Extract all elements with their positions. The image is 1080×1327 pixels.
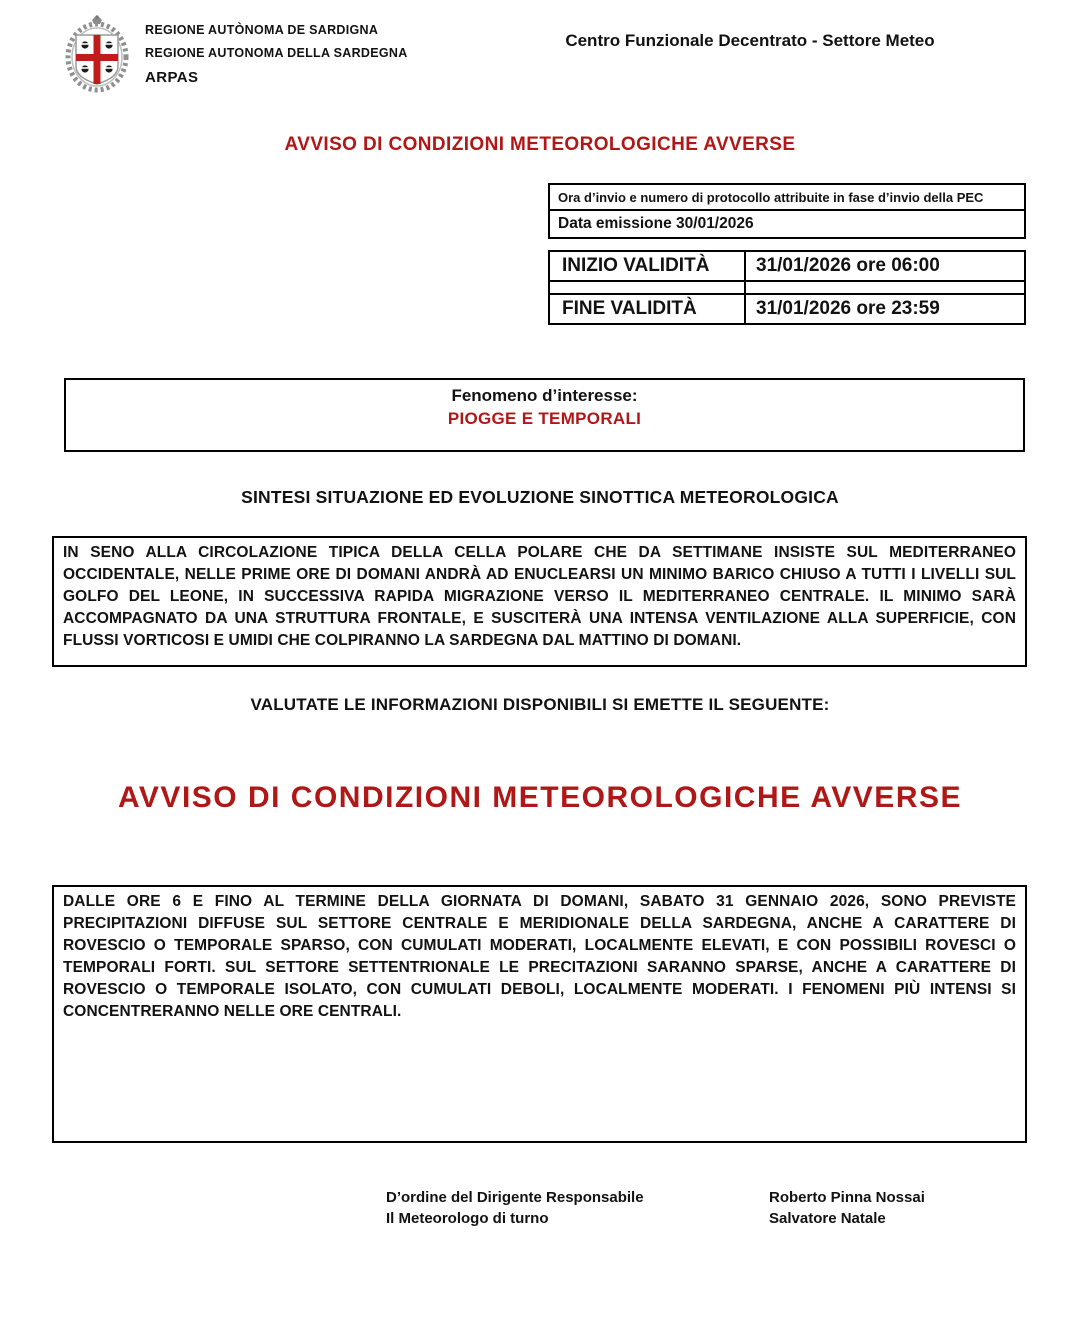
document-title-small: AVVISO DI CONDIZIONI METEOROLOGICHE AVVERSE	[284, 134, 796, 155]
validity-start-label: INIZIO VALIDITÀ	[549, 251, 745, 281]
signature-names-block	[769, 1187, 925, 1229]
validity-spacer-row	[549, 281, 1025, 294]
synthesis-heading: SINTESI SITUAZIONE ED EVOLUZIONE SINOTTICA METEOROLOGICA	[241, 487, 839, 507]
advisory-body-box: DALLE ORE 6 E FINO AL TERMINE DELLA GIORNATA DI DOMANI, SABATO 31 GENNAIO 2026, SONO PREVISTE PRECIPITAZIONI DIFFUSE SUL SETTORE CENTRALE E MERIDIONALE DELLA SARDEGNA, ANCHE A CARATTERE DI ROVESCIO O TEMPORALE SPARSO, CON CUMULATI MODERATI, LOCALMENTE ELEVATI, E CON POSSIBILI ROVESCI O TEMPORALI FORTI. SUL SETTORE SETTENTRIONALE LE PRECITAZIONI SARANNO SPARSE, ANCHE A CARATTERE DI ROVESCIO O TEMPORALE ISOLATO, CON CUMULATI DEBOLI, LOCALMENTE MODERATI. I FENOMENI PIÙ INTENSI SI CONCENTRERANNO NELLE ORE CENTRALI.	[52, 885, 1027, 1143]
sardinia-crest-icon	[64, 14, 130, 96]
phenomenon-box	[64, 378, 1025, 452]
validity-end-value: 31/01/2026 ore 23:59	[745, 294, 1025, 324]
org-header	[145, 23, 408, 86]
statement-intro: VALUTATE LE INFORMAZIONI DISPONIBILI SI EMETTE IL SEGUENTE:	[250, 695, 830, 714]
signature-role-block	[386, 1187, 644, 1229]
validity-table	[548, 250, 1026, 325]
phenomenon-label: Fenomeno d’interesse:	[451, 386, 638, 405]
org-name-sardinian: REGIONE AUTÒNOMA DE SARDIGNA	[145, 23, 379, 37]
synthesis-body-box: IN SENO ALLA CIRCOLAZIONE TIPICA DELLA CELLA POLARE CHE DA SETTIMANE INSISTE SUL MEDITERRANEO OCCIDENTALE, NELLE PRIME ORE DI DOMANI ANDRÀ AD ENUCLEARSI UN MINIMO BARICO CHIUSO A TUTTI I LIVELLI SUL GOLFO DEL LEONE, IN SUCCESSIVA RAPIDA MIGRAZIONE VERSO IL MEDITERRANEO CENTRALE. IL MINIMO SARÀ ACCOMPAGNATO DA UNA STRUTTURA FRONTALE, E SUSCITERÀ UNA INTENSA VENTILAZIONE ALLA SUPERFICIE, CON FLUSSI VORTICOSI E UMIDI CHE COLPIRANNO LA SARDEGNA DAL MATTINO DI DOMANI.	[52, 536, 1027, 667]
validity-end-row	[549, 294, 1025, 324]
department-title: Centro Funzionale Decentrato - Settore Meteo	[565, 31, 935, 50]
emission-date: Data emissione 30/01/2026	[558, 215, 754, 232]
signature-name-1: Roberto Pinna Nossai	[769, 1189, 925, 1206]
validity-end-label: FINE VALIDITÀ	[549, 294, 745, 324]
document-title-large: AVVISO DI CONDIZIONI METEOROLOGICHE AVVERSE	[117, 781, 963, 814]
signature-name-2: Salvatore Natale	[769, 1210, 886, 1227]
org-acronym: ARPAS	[145, 69, 199, 86]
validity-start-value: 31/01/2026 ore 06:00	[745, 251, 1025, 281]
pec-note: Ora d’invio e numero di protocollo attribuite in fase d’invio della PEC	[550, 185, 1024, 211]
validity-start-row	[549, 251, 1025, 281]
signature-role-line2: Il Meteorologo di turno	[386, 1210, 549, 1227]
org-name-italian: REGIONE AUTONOMA DELLA SARDEGNA	[145, 46, 408, 60]
signature-role-line1: D’ordine del Dirigente Responsabile	[386, 1189, 644, 1206]
protocol-table	[548, 183, 1026, 239]
phenomenon-value: PIOGGE E TEMPORALI	[447, 409, 642, 428]
